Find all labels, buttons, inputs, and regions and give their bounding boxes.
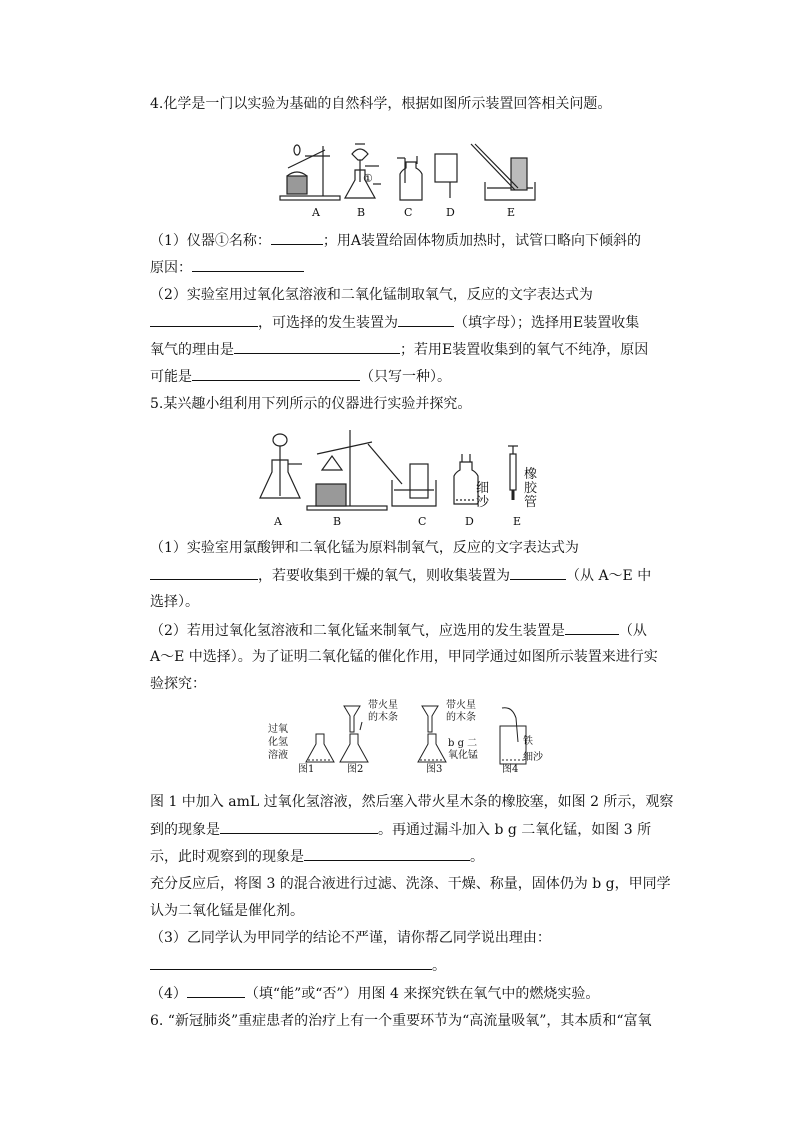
q5-part2-line2: A～E 中选择）。为了证明二氧化锰的催化作用，甲同学通过如图所示装置来进行实 [150, 649, 658, 665]
q5-part3-line3 [150, 846, 484, 867]
q5-part3-text-c: 。再通过漏斗加入 b g 二氧化锰，如图 3 所 [378, 822, 652, 838]
q5-label-a: A [274, 515, 282, 528]
q5-title: 5.某兴趣小组利用下列所示的仪器进行实验并探究。 [150, 396, 472, 412]
q4-part2-text-d: 氧气的理由是 [150, 342, 234, 358]
q5-fig3-label: 图3 [426, 764, 443, 775]
q5-fig4-label: 图4 [502, 764, 519, 775]
q4-part2-text-g: （只写一种）。 [360, 369, 451, 385]
q5-part3-text-b: 到的现象是 [150, 822, 220, 838]
q5-part5-text-b: 。 [432, 958, 446, 974]
q5-fig2-label: 图2 [347, 764, 364, 775]
q4-part1-line1 [150, 230, 641, 251]
q5-part5-line2 [150, 955, 446, 976]
q4-part1-text-b: ；用A装置给固体物质加热时，试管口略向下倾斜的 [322, 233, 642, 249]
q5-part3-line2 [150, 819, 651, 840]
answer-blank[interactable] [220, 819, 378, 834]
q5-catalysis-figure [290, 704, 550, 772]
q4-circle-label: ① [363, 173, 373, 185]
q4-part2-text-b: ，可选择的发生装置为 [258, 315, 398, 331]
q4-part2-text-f: 可能是 [150, 369, 192, 385]
q4-part2-text-c: （填字母）；选择用E装置收集 [454, 315, 640, 331]
q4-part2-line3 [150, 339, 648, 360]
answer-blank[interactable] [565, 620, 619, 635]
q5-splint-label-1: 带火星 [368, 700, 398, 711]
q5-sand-label: 细沙 [523, 752, 543, 763]
q5-part1-text-c: （从 A～E 中 [566, 568, 652, 584]
q5-part6-text-a: （4） [150, 986, 187, 1002]
answer-blank[interactable] [150, 312, 258, 327]
answer-blank[interactable] [271, 230, 323, 245]
q5-part3-line1: 图 1 中加入 amL 过氧化氢溶液，然后塞入带火星木条的橡胶塞，如图 2 所示，观察 [150, 794, 674, 810]
q4-part2-line1: （2）实验室用过氧化氢溶液和二氧化锰制取氧气，反应的文字表达式为 [150, 287, 593, 303]
q5-label-c: C [418, 515, 427, 528]
answer-blank[interactable] [192, 257, 304, 272]
q5-part6-text-b: （填“能”或“否”）用图 4 来探究铁在氧气中的燃烧实验。 [244, 986, 600, 1002]
q5-h2o2-label-3: 溶液 [268, 750, 288, 761]
q5-part2-line1 [150, 620, 647, 641]
q5-sand-label-1: 细 [476, 481, 490, 496]
q5-part4-line2: 认为二氧化锰是催化剂。 [150, 903, 304, 919]
q5-part1-line2 [150, 565, 651, 586]
q5-splint-label-2: 的木条 [368, 712, 398, 723]
q4-part2-line4 [150, 366, 451, 387]
q5-part4-line1: 充分反应后，将图 3 的混合液进行过滤、洗涤、干燥、称量，固体仍为 b g，甲同学 [150, 876, 671, 892]
answer-blank[interactable] [398, 312, 454, 327]
q5-splint-label-4: 的木条 [446, 712, 476, 723]
answer-blank[interactable] [304, 846, 470, 861]
q5-rubber-label-1: 橡 [524, 467, 538, 482]
q5-label-d: D [465, 515, 474, 528]
q5-part2-text-b: （从 [618, 623, 647, 639]
answer-blank[interactable] [192, 366, 360, 381]
q5-apparatus-figure [262, 430, 542, 522]
q5-fig1-label: 图1 [298, 764, 315, 775]
answer-blank[interactable] [510, 565, 566, 580]
q5-label-b: B [333, 515, 342, 528]
q5-sand-label-2: 沙 [476, 495, 490, 510]
answer-blank[interactable] [187, 983, 245, 998]
q4-part1-line2 [150, 257, 304, 278]
q5-part1-line1: （1）实验室用氯酸钾和二氧化锰为原料制氧气，反应的文字表达式为 [150, 540, 579, 556]
q5-label-e: E [513, 515, 522, 528]
q5-part5-line1: （3）乙同学认为甲同学的结论不严谨，请你帮乙同学说出理由： [150, 930, 551, 946]
q4-label-a: A [312, 206, 320, 219]
q5-mno2-label-1: b g 二 [448, 738, 478, 749]
q5-part2-text-a: （2）若用过氧化氢溶液和二氧化锰来制氧气，应选用的发生装置是 [150, 623, 565, 639]
q5-part1-text-b: ，若要收集到干燥的氧气，则收集装置为 [258, 568, 510, 584]
q4-label-c: C [404, 206, 413, 219]
q6-title: 6. “新冠肺炎”重症患者的治疗上有一个重要环节为“高流量吸氧”，其本质和“富氧 [150, 1013, 652, 1029]
q5-part6-line [150, 983, 599, 1004]
q5-rubber-label-2: 胶 [524, 481, 538, 496]
q5-iron-label: 铁 [523, 736, 533, 747]
q5-part1-line3: 选择）。 [150, 594, 199, 610]
q4-label-b: B [357, 206, 366, 219]
answer-blank[interactable] [150, 565, 258, 580]
q5-splint-label-3: 带火星 [446, 700, 476, 711]
q5-part3-text-e: 。 [470, 849, 484, 865]
q4-label-e: E [507, 206, 516, 219]
q5-part2-line3: 验探究： [150, 676, 206, 692]
answer-blank[interactable] [150, 955, 432, 970]
q4-part1-text-c: 原因： [150, 260, 192, 276]
q5-rubber-label-3: 管 [524, 495, 538, 510]
q5-mno2-label-2: 氧化锰 [448, 750, 478, 761]
q5-h2o2-label-1: 过氧 [268, 724, 288, 735]
q4-title: 4.化学是一门以实验为基础的自然科学，根据如图所示装置回答相关问题。 [150, 96, 612, 112]
q4-label-d: D [446, 206, 455, 219]
q4-part2-text-e: ；若用E装置收集到的氧气不纯净，原因 [400, 342, 649, 358]
q4-part2-line2 [150, 312, 639, 333]
q4-part1-text-a: （1）仪器①名称： [150, 233, 271, 249]
answer-blank[interactable] [234, 339, 400, 354]
q5-h2o2-label-2: 化氢 [268, 737, 288, 748]
q5-part3-text-d: 示，此时观察到的现象是 [150, 849, 304, 865]
